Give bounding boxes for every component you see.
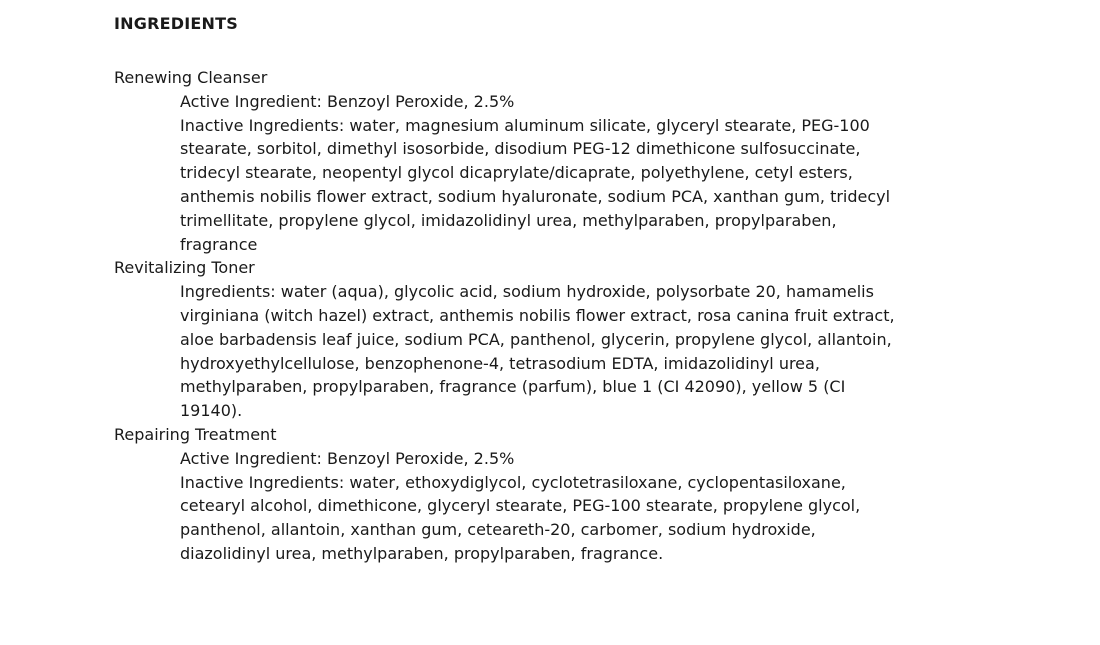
active-ingredient: Active Ingredient: Benzoyl Peroxide, 2.5%	[180, 448, 515, 468]
section-renewing-cleanser	[114, 66, 994, 256]
section-repairing-treatment	[114, 423, 994, 566]
section-title: Renewing Cleanser	[114, 68, 268, 87]
inactive-ingredients: Inactive Ingredients: water, ethoxydiglycol, cyclotetrasiloxane, cyclopentasiloxane, cetearyl alcohol, dimethicone, glyceryl stearate, PEG-100 stearate, propylene glycol, panthenol, allantoin, xanthan gum, ceteareth-20, carbomer, sodium hydroxide, diazolidinyl urea, methylparaben, propylparaben, fragrance.	[180, 472, 861, 563]
section-title: Repairing Treatment	[114, 424, 277, 444]
inactive-ingredients: Inactive Ingredients: water, magnesium aluminum silicate, glyceryl stearate, PEG-100 stearate, sorbitol, dimethyl isosorbide, disodium PEG-12 dimethicone sulfosuccinate, tridecyl stearate, neopentyl glycol dicaprylate/dicaprate, polyethylene, cetyl esters, anthemis nobilis flower extract, sodium hyaluronate, sodium PCA, xanthan gum, tridecyl trimellitate, propylene glycol, imidazolidinyl urea, methylparaben, propylparaben, fragrance	[180, 115, 891, 254]
product-sections	[114, 66, 994, 566]
ingredients-list: Ingredients: water (aqua), glycolic acid, sodium hydroxide, polysorbate 20, hamamelis virginiana (witch hazel) extract, anthemis nobilis flower extract, rosa canina fruit extract, aloe barbadensis leaf juice, sodium PCA, panthenol, glycerin, propylene glycol, allantoin, hydroxyethylcellulose, benzophenone-4, tetrasodium EDTA, imidazolidinyl urea, methylparaben, propylparaben, fragrance (parfum), blue 1 (CI 42090), yellow 5 (CI 19140).	[180, 282, 895, 421]
active-ingredient: Active Ingredient: Benzoyl Peroxide, 2.5%	[180, 91, 515, 111]
page-title: INGREDIENTS	[114, 14, 238, 33]
section-title: Revitalizing Toner	[114, 258, 255, 278]
section-revitalizing-toner	[114, 256, 994, 423]
